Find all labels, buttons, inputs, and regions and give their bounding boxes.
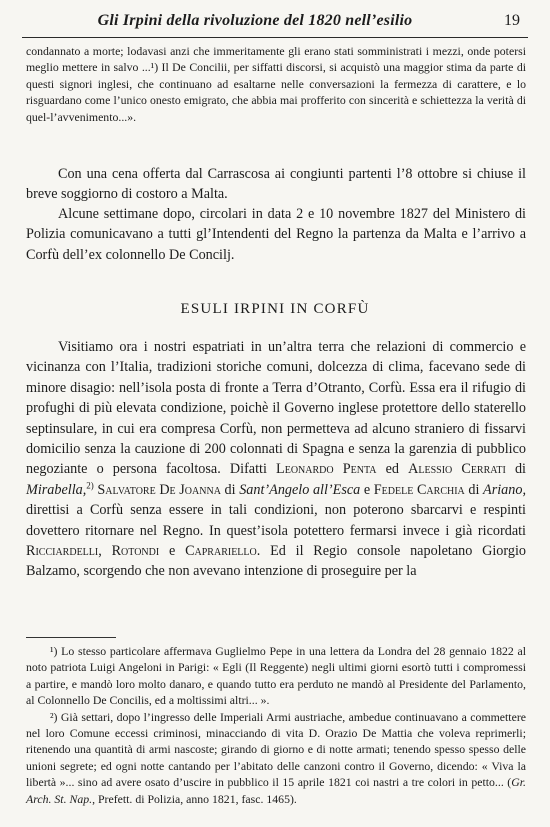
footnote-1: ¹) Lo stesso particolare affermava Guglielmo Pepe in una lettera da Londra del 28 gennaio 1822 al noto patriota Luigi Angeloni in Parigi: « Egli (Il Reggente) negli ultimi giorni esortò tutti i compromessi a partire, e mandò loro molto danaro, e quando tutto era perduto ne mandò al Presidente del Parlamento, al Colonnello De Concilis, ed a moltissimi altri... ».: [26, 644, 526, 708]
place-name: Ariano,: [483, 481, 527, 498]
person-name: Fedele Carchia: [373, 481, 465, 498]
footnote-2: [26, 709, 526, 807]
text-run: e: [159, 543, 186, 560]
page-number: 19: [504, 12, 520, 29]
text-run: di: [464, 481, 484, 498]
footnote-rule: [26, 637, 116, 638]
person-name: Caprariello: [185, 543, 257, 560]
footnote-ref: 2): [86, 480, 94, 491]
section-title: ESULI IRPINI IN CORFÙ: [180, 301, 370, 317]
text-run: Visitiamo ora i nostri espatriati in un’altra terra che relazioni di commercio e vicinanza con l’Italia, tradizioni storiche comuni, dolcezza di clima, facevano sede di minore disagio: nell’isola posta di fronte a Terra d’Otranto, Corfù. Essa era il rifugio di profughi di più elevata condizione, poichè il Governo inglese protettore dello staterello septinsulare, in cui era compresa Corfù, non permetteva ad alcuno straniero di fissarvi domicilio senza la cauzione di 200 colonnati di Spagna e senza la garenzia di pubblico negoziante o persona facoltosa. Difatti: [26, 339, 526, 478]
person-name: Leonardo Penta: [276, 461, 377, 478]
header-rule: [22, 37, 528, 38]
text-run: di: [220, 481, 240, 498]
text-run: . Ed il Regio console napoletano Giorgio Balzamo, scorgendo che non avevano intenzione di proseguire per la: [26, 543, 526, 580]
paragraph-carrascosa: [26, 164, 526, 205]
footnotes: [26, 643, 526, 807]
person-name: Ricciardelli: [26, 543, 99, 560]
place-name: Sant’Angelo all’Esca: [239, 481, 361, 498]
paragraph-carrascosa-text: Con una cena offerta dal Carrascosa ai congiunti partenti l’8 ottobre si chiuse il breve soggiorno di costoro a Malta.: [26, 166, 526, 203]
text-run: ,: [98, 543, 112, 560]
text-run: ²) Già settari, dopo l’ingresso delle Imperiali Armi austriache, ambedue continuavano a commettere nel loro Comune eccessi criminosi, minacciando di vita D. Orazio De Mattia che voleva reprimerli; ritenendo una quantità di armi nascoste; girando di giorno e di notte armati; tenendo spesso spesso delle unioni segrete; ed ogni notte cantando per l’abitato delle canzoni contro il Governo, dicendo: « Viva la libertà »... sino ad avere osato d’uscire in pubblico il 15 aprile 1821 coi nastri a tre colori in petto... (: [26, 709, 526, 790]
place-name: Mirabella,: [26, 481, 87, 498]
text-run: e: [360, 481, 374, 498]
running-header: [30, 8, 520, 34]
paragraph-corfu-text: [26, 337, 526, 582]
source-citation: Gr. Arch. St. Nap.: [26, 775, 526, 806]
quote-continuation: [26, 43, 526, 125]
paragraph-circolari: [26, 204, 526, 265]
text-run: , Prefett. di Polizia, anno 1821, fasc. 1465).: [92, 791, 297, 806]
quote-text: condannato a morte; lodavasi anzi che immeritamente gli erano stati somministrati i mezzi, onde potersi meglio mettere in salvo ...¹) Il De Concilii, per siffatti discorsi, si acquistò una maggior stima da parte di questi signori inglesi, che continuano ad esaltarne nelle conversazioni la fermezza di carattere, e lo risguardano come l’unico onesto emigrato, che abbia mai profferito con sincerità e schiettezza la verità di quel-l’avvenimento...».: [26, 44, 526, 124]
text-run: direttisi a Corfù senza essere in tali condizioni, non poterono sbarcarvi e respinti dovettero ritornare nel Regno. In quest’isola potettero fermarsi invece i già ricordati: [26, 502, 526, 539]
paragraph-circolari-text: Alcune settimane dopo, circolari in data 2 e 10 novembre 1827 del Ministero di Polizia comunicavano a tutti gl’Intendenti del Regno la partenza da Malta e l’arrivo a Corfù dell’ex colonnello De Concilj.: [26, 206, 526, 263]
paragraph-corfu: [26, 337, 526, 582]
text-run: di: [505, 461, 526, 478]
person-name: Alessio Cerrati: [408, 461, 506, 478]
text-run: ed: [376, 461, 409, 478]
running-title: Gli Irpini della rivoluzione del 1820 nell’esilio: [97, 12, 413, 29]
person-name: Salvatore De Joanna: [97, 481, 221, 498]
person-name: Rotondi: [111, 543, 160, 560]
